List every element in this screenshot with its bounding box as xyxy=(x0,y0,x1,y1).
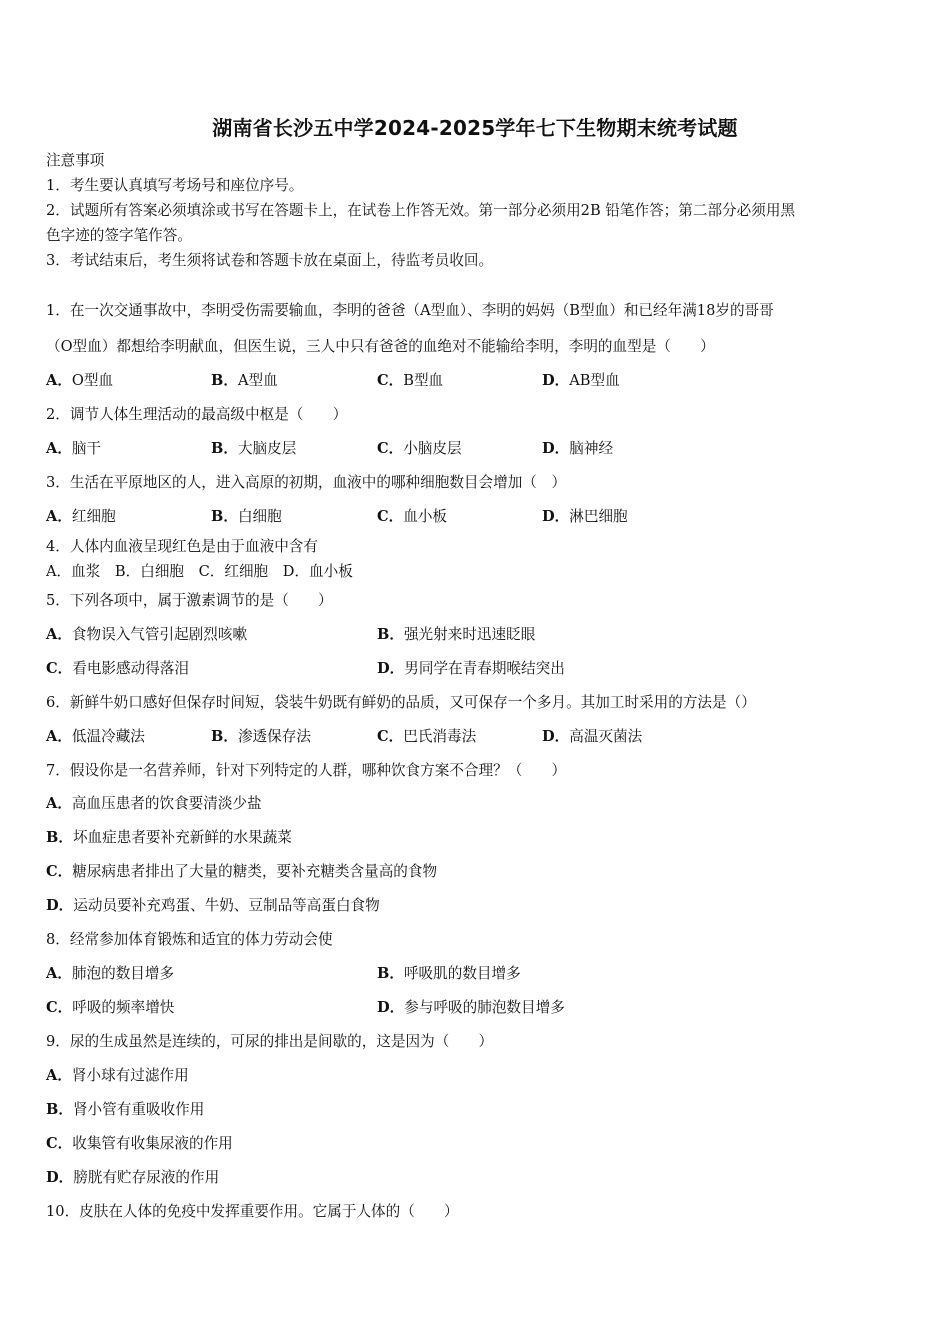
option-a[interactable]: A．肾小球有过滤作用 xyxy=(46,1067,189,1084)
option-d[interactable]: D．高温灭菌法 xyxy=(542,728,643,745)
option-c[interactable]: C．呼吸的频率增快 xyxy=(46,999,175,1016)
option-d[interactable]: D．男同学在青春期喉结突出 xyxy=(377,660,565,677)
option-d[interactable]: D．AB型血 xyxy=(542,372,620,389)
option-a[interactable]: A．肺泡的数目增多 xyxy=(46,965,175,982)
option-a[interactable]: A．脑干 xyxy=(46,440,102,457)
notes-item: 3．考试结束后，考生须将试卷和答题卡放在桌面上，待监考员收回。 xyxy=(46,252,494,269)
question-stem: 10．皮肤在人体的免疫中发挥重要作用。它属于人体的（ ） xyxy=(46,1203,459,1220)
question-stem: 2．调节人体生理活动的最高级中枢是（ ） xyxy=(46,406,348,423)
option-c[interactable]: C．血小板 xyxy=(377,508,448,525)
option-a[interactable]: A．高血压患者的饮食要清淡少盐 xyxy=(46,795,262,812)
notes-item: 色字迹的签字笔作答。 xyxy=(46,227,192,244)
option-b[interactable]: B．强光射来时迅速眨眼 xyxy=(377,626,536,643)
option-b[interactable]: B．坏血症患者要补充新鲜的水果蔬菜 xyxy=(46,829,292,846)
option-d[interactable]: D．淋巴细胞 xyxy=(542,508,628,525)
notes-item: 2．试题所有答案必须填涂或书写在答题卡上，在试卷上作答无效。第一部分必须用2B 铅笔作答；第二部分必须用黑 xyxy=(46,202,796,219)
option-c[interactable]: C．B型血 xyxy=(377,372,444,389)
option-c[interactable]: C．糖尿病患者排出了大量的糖类，要补充糖类含量高的食物 xyxy=(46,863,438,880)
question-stem: 5．下列各项中，属于激素调节的是（ ） xyxy=(46,592,333,609)
option-c[interactable]: C．巴氏消毒法 xyxy=(377,728,477,745)
option-c[interactable]: C．小脑皮层 xyxy=(377,440,462,457)
option-a[interactable]: A．食物误入气管引起剧烈咳嗽 xyxy=(46,626,248,643)
question-stem: 9．尿的生成虽然是连续的，可尿的排出是间歇的，这是因为（ ） xyxy=(46,1033,494,1050)
question-stem: 1．在一次交通事故中，李明受伤需要输血，李明的爸爸（A型血）、李明的妈妈（B型血）和已经年满18岁的哥哥 xyxy=(46,302,774,319)
option-b[interactable]: B．肾小管有重吸收作用 xyxy=(46,1101,205,1118)
option-a[interactable]: A．O型血 xyxy=(46,372,114,389)
option-a[interactable]: A．低温冷藏法 xyxy=(46,728,145,745)
question-stem: 4．人体内血液呈现红色是由于血液中含有 xyxy=(46,538,318,555)
option-b[interactable]: B．渗透保存法 xyxy=(211,728,311,745)
question-stem: （O型血）都想给李明献血，但医生说，三人中只有爸爸的血绝对不能输给李明，李明的血型是（ ） xyxy=(46,338,715,355)
question-stem: 8．经常参加体育锻炼和适宜的体力劳动会使 xyxy=(46,931,333,948)
question-stem: 7．假设你是一名营养师，针对下列特定的人群，哪种饮食方案不合理？（ ） xyxy=(46,762,567,779)
notes-item: 1．考生要认真填写考场号和座位序号。 xyxy=(46,177,304,194)
page-title: 湖南省长沙五中学2024-2025学年七下生物期末统考试题 xyxy=(212,116,738,140)
option-d[interactable]: D．运动员要补充鸡蛋、牛奶、豆制品等高蛋白食物 xyxy=(46,897,380,914)
option-a[interactable]: A．红细胞 xyxy=(46,508,116,525)
option-d[interactable]: D．参与呼吸的肺泡数目增多 xyxy=(377,999,565,1016)
option-b[interactable]: B．呼吸肌的数目增多 xyxy=(377,965,521,982)
option-d[interactable]: D．脑神经 xyxy=(542,440,614,457)
option-d[interactable]: D．膀胱有贮存尿液的作用 xyxy=(46,1169,220,1186)
notes-heading: 注意事项 xyxy=(46,152,105,169)
question-stem: 3．生活在平原地区的人，进入高原的初期，血液中的哪种细胞数目会增加（ ） xyxy=(46,474,567,491)
option-c[interactable]: C．看电影感动得落泪 xyxy=(46,660,189,677)
option-c[interactable]: C．收集管有收集尿液的作用 xyxy=(46,1135,233,1152)
options-inline[interactable]: A．血浆 B．白细胞 C．红细胞 D．血小板 xyxy=(46,563,353,580)
option-b[interactable]: B．大脑皮层 xyxy=(211,440,297,457)
option-b[interactable]: B．A型血 xyxy=(211,372,278,389)
option-b[interactable]: B．白细胞 xyxy=(211,508,282,525)
question-stem: 6．新鲜牛奶口感好但保存时间短，袋装牛奶既有鲜奶的品质，又可保存一个多月。其加工时采用的方法是（） xyxy=(46,694,756,711)
